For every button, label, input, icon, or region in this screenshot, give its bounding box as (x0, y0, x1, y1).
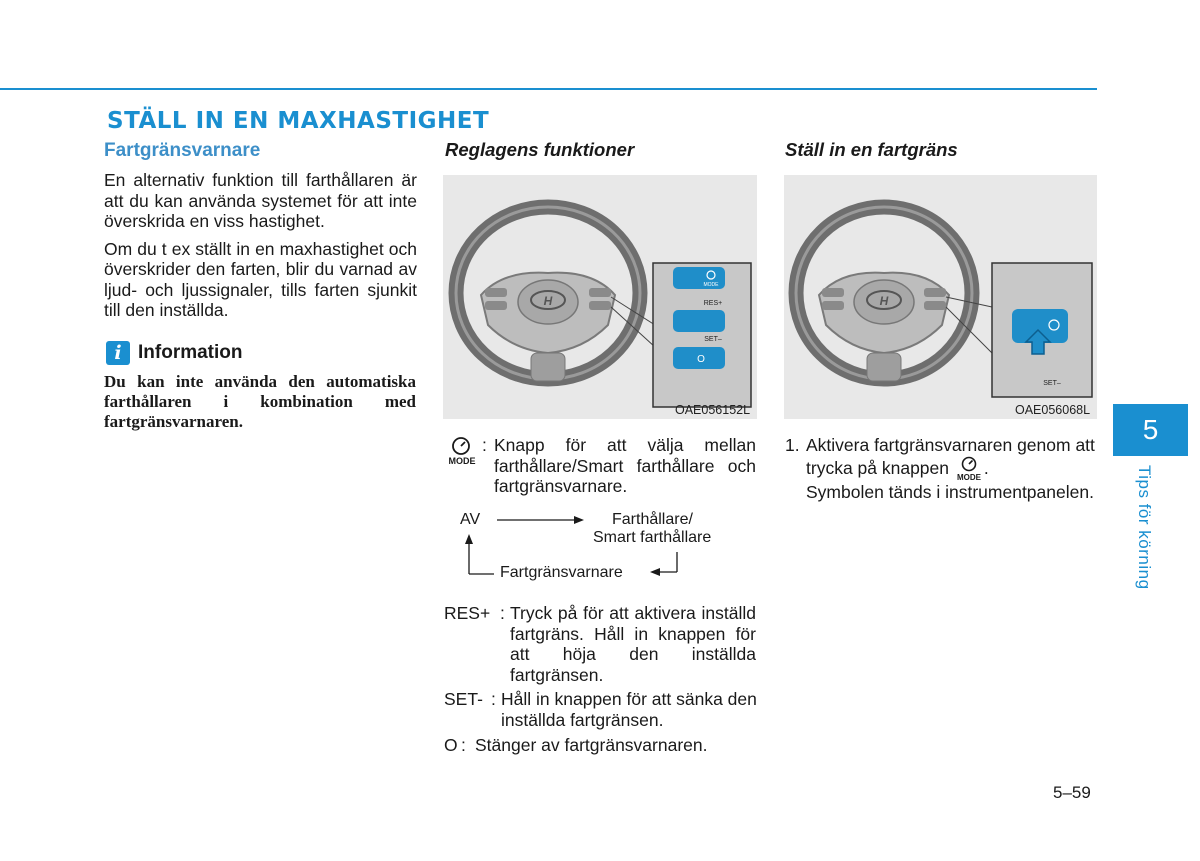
set-separator: : (491, 689, 496, 709)
mode-icon-label: MODE (448, 456, 476, 466)
step-text (806, 435, 1098, 482)
step-number: 1. (785, 435, 800, 455)
svg-text:H: H (543, 294, 553, 308)
set-button-label-2: SET– (1043, 380, 1061, 387)
res-separator: : (500, 603, 505, 623)
steering-wheel-illustration (443, 175, 757, 419)
left-column (104, 170, 417, 328)
off-separator: : (461, 735, 466, 755)
mode-description: Knapp för att välja mellan farthållare/Smart farthållare och fartgränsvarnare. (494, 435, 756, 496)
flow-off-label: AV (460, 511, 481, 528)
res-description: Tryck på för att aktivera inställd fartgräns. Håll in knappen för att höja den inställda fartgränsen. (510, 603, 756, 685)
set-limit-figure-title: Ställ in en fartgräns (785, 139, 958, 160)
mode-desc-separator: : (482, 435, 487, 455)
chapter-number-tab: 5 (1113, 404, 1188, 456)
steering-wheel-controls-figure (443, 175, 757, 419)
mode-button-label: MODE (703, 282, 719, 288)
info-icon: i (106, 341, 130, 365)
flow-target-line1: Farthållare/ (612, 511, 693, 528)
off-button-label: O (697, 354, 705, 365)
mode-icon (446, 436, 480, 468)
controls-figure-title: Reglagens funktioner (445, 139, 635, 160)
off-description: Stänger av fartgränsvarnaren. (475, 735, 708, 755)
section-title: STÄLL IN EN MAXHASTIGHET (107, 108, 490, 134)
mode-icon-inline-label: MODE (956, 472, 981, 482)
step-text-content: Aktivera fartgränsvarnaren genom att trycka på knappen (806, 435, 1095, 478)
information-title: Information (138, 342, 243, 363)
flow-target-line2: Smart farthållare (593, 529, 712, 546)
chapter-name: Tips för körning (1135, 465, 1154, 590)
set-key: SET- (444, 689, 483, 709)
step-note: Symbolen tänds i instrumentpanelen. (806, 482, 1094, 502)
intro-paragraph: En alternativ funktion till farthållaren är att du kan använda systemet för att inte överskrida en viss hastighet. (104, 170, 417, 231)
step-end: . (983, 457, 989, 478)
flow-bottom-label: Fartgränsvarnare (500, 564, 623, 581)
off-key: O (444, 735, 458, 755)
warning-paragraph: Om du t ex ställt in en maxhastighet och överskrider den farten, blir du varnad av ljud- och ljussignaler, tills farten sjunkit till den inställda. (104, 238, 417, 320)
information-body: Du kan inte använda den automatiska farthållaren i kombination med fartgränsvarnaren. (104, 372, 416, 431)
information-heading (106, 341, 243, 365)
subsection-title: Fartgränsvarnare (104, 140, 261, 161)
set-limit-figure (784, 175, 1097, 419)
set-button-label: SET– (704, 336, 722, 343)
res-key: RES+ (444, 603, 491, 623)
figure-code-2: OAE056068L (1015, 403, 1091, 417)
figure-code: OAE056152L (675, 403, 751, 417)
steering-wheel-illustration-2 (784, 175, 1097, 419)
set-description: Håll in knappen för att sänka den inställda fartgränsen. (501, 689, 757, 730)
header-rule (0, 88, 1097, 90)
mode-icon-inline (954, 456, 984, 482)
page-number: 5–59 (1053, 783, 1091, 802)
res-button-label: RES+ (703, 300, 723, 307)
svg-text:H: H (879, 294, 889, 308)
